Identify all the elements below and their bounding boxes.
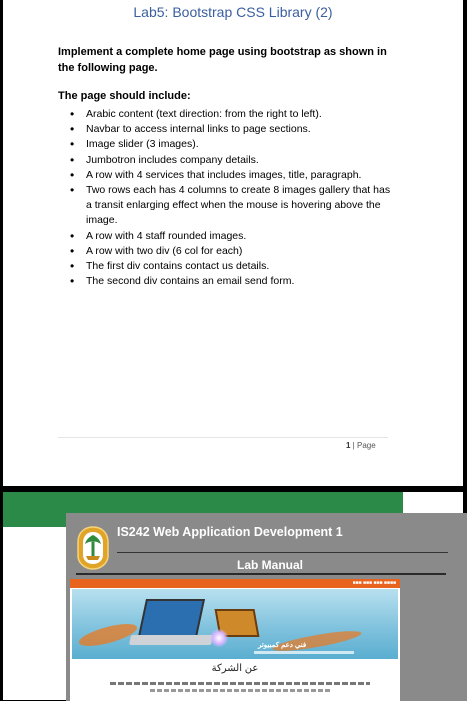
slider-caption: فني دعم كمبيوتر: [258, 642, 307, 649]
glow-effect: [210, 629, 228, 647]
preview-image-slider: [72, 589, 398, 659]
page-label: Page: [356, 441, 376, 450]
intro-paragraph: Implement a complete home page using bootstrap as shown in the following page.: [58, 46, 387, 74]
lab-manual-cover: [3, 492, 463, 700]
include-heading: The page should include:: [58, 90, 191, 102]
laptop-illustration: [138, 599, 205, 637]
footer-divider: [58, 437, 388, 438]
lab-title: Lab5: Bootstrap CSS Library (2): [133, 4, 333, 20]
requirement-item: • Navbar to access internal links to page sections.: [58, 122, 398, 137]
preview-nav-items: ■■■ ■■■ ■■■ ■■■■: [352, 580, 396, 586]
document-page: [3, 0, 463, 486]
university-emblem-icon: [76, 526, 110, 570]
laptop-base-illustration: [129, 635, 213, 645]
course-title: IS242 Web Application Development 1: [117, 525, 343, 539]
page-number-value: 1: [346, 441, 351, 450]
about-text-lines: [150, 689, 330, 692]
cover-panel: [66, 513, 467, 701]
preview-navbar: [70, 579, 400, 588]
page-number: 1 | Page: [346, 441, 376, 450]
about-text-lines: [110, 682, 370, 685]
manual-title: Lab Manual: [237, 558, 304, 572]
about-company-heading: عن الشركة: [211, 663, 259, 674]
requirement-item: • A row with 4 services that includes images, title, paragraph.: [58, 168, 398, 183]
slider-subcaption-lines: [254, 651, 354, 654]
requirement-item: • The second div contains an email send form.: [58, 274, 398, 289]
requirement-item: • Arabic content (text direction: from the right to left).: [58, 107, 398, 122]
decorative-swirl: [77, 620, 139, 651]
requirement-item: • A row with two div (6 col for each): [58, 244, 398, 259]
requirement-item: • The first div contains contact us details.: [58, 259, 398, 274]
requirement-item: • Jumbotron includes company details.: [58, 153, 398, 168]
requirement-item: • Image slider (3 images).: [58, 137, 398, 152]
requirements-list: [58, 107, 398, 289]
requirement-item: • A row with 4 staff rounded images.: [58, 229, 398, 244]
manual-rule: [76, 573, 446, 575]
requirement-item: • Two rows each has 4 columns to create 8 images gallery that has a transit enlarging effect when the mouse is hovering above the image.: [58, 183, 398, 229]
website-preview-image: [70, 579, 400, 701]
title-rule: [117, 552, 448, 553]
